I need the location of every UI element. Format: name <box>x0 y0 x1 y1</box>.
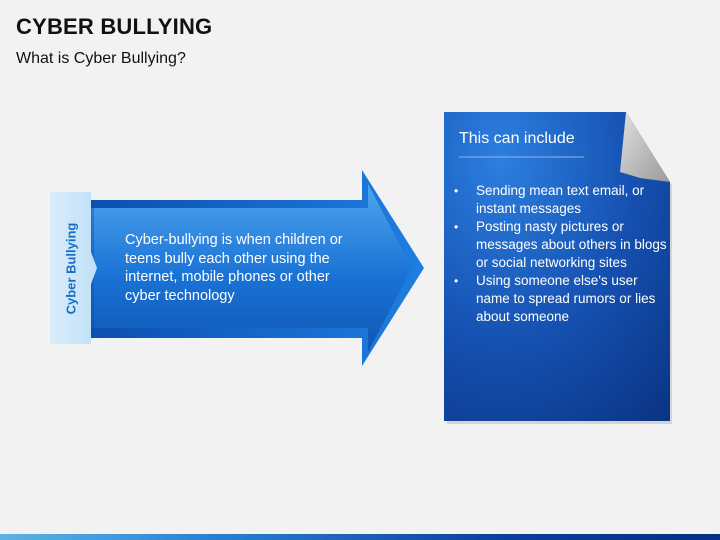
page-fold <box>620 112 670 182</box>
bullet-icon: • <box>454 274 459 288</box>
footer-bar <box>0 534 720 540</box>
tab-label <box>52 192 90 344</box>
panel-list <box>452 182 672 326</box>
list-item-text: Using someone else's user name to spread rumors or lies about someone <box>476 273 656 324</box>
list-item-text: Posting nasty pictures or messages about others in blogs or social networking sites <box>476 219 667 270</box>
slide-subtitle: What is Cyber Bullying? <box>16 50 186 67</box>
bullet-icon: • <box>454 220 459 234</box>
list-item <box>452 182 672 218</box>
panel-heading: This can include <box>459 130 575 147</box>
definition-text: Cyber-bullying is when children or teens bully each other using the internet, mobile phones or other cyber technology <box>125 232 343 304</box>
bullet-icon: • <box>454 184 459 198</box>
tab-label-text: Cyber Bullying <box>63 222 79 314</box>
list-item <box>452 272 672 326</box>
slide-title: CYBER BULLYING <box>16 14 213 39</box>
list-item <box>452 218 672 272</box>
list-item-text: Sending mean text email, or instant messages <box>476 183 645 216</box>
